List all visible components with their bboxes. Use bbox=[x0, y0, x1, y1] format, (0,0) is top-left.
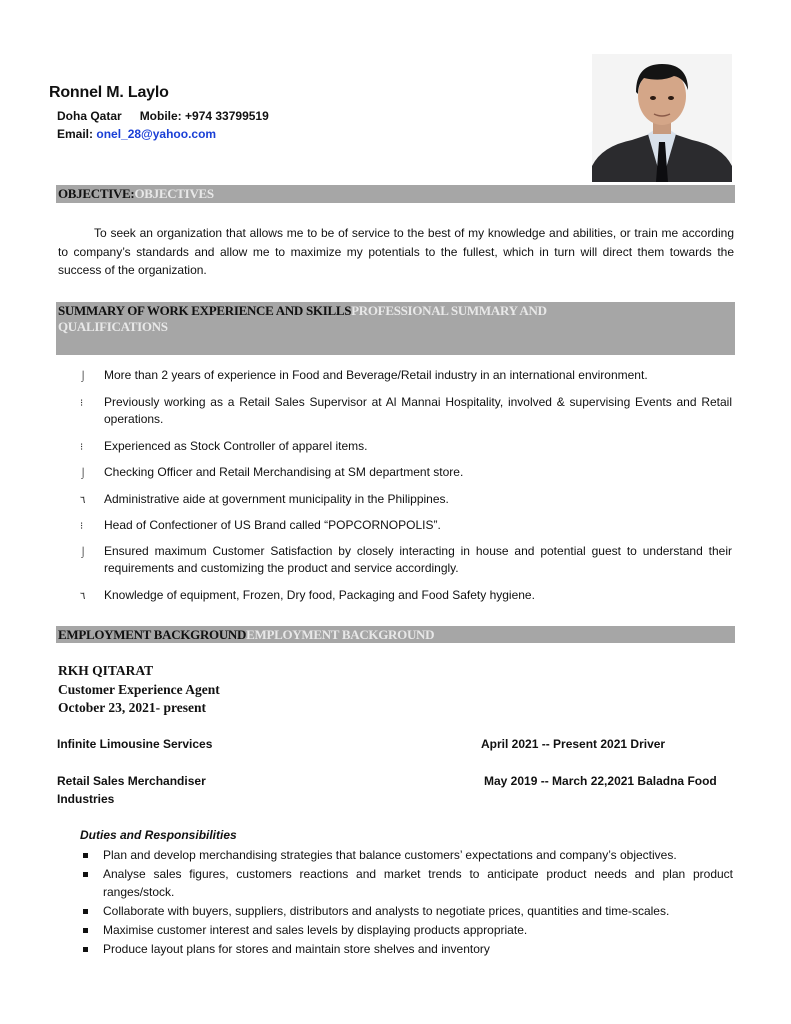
bullet-marker: ⌡ bbox=[80, 468, 87, 479]
bullet-marker: ⁝ bbox=[80, 442, 84, 453]
objective-heading: OBJECTIVE: bbox=[58, 186, 135, 201]
bullet-square bbox=[83, 853, 88, 858]
contact-line-email bbox=[57, 127, 216, 141]
job2-company: Infinite Limousine Services bbox=[57, 737, 213, 751]
candidate-name: Ronnel M. Laylo bbox=[49, 84, 169, 101]
summary-heading-bar bbox=[56, 302, 735, 355]
bullet-square bbox=[83, 909, 88, 914]
current-company: RKH QITARAT bbox=[58, 663, 154, 678]
current-title: Customer Experience Agent bbox=[58, 682, 220, 697]
job3-title-cont: Industries bbox=[57, 792, 115, 806]
location-text: Doha Qatar bbox=[57, 109, 122, 123]
bullet-square bbox=[83, 872, 88, 877]
bullet-marker: ⌡ bbox=[80, 547, 87, 558]
bullet-square bbox=[83, 947, 88, 952]
current-dates: October 23, 2021- present bbox=[58, 700, 206, 715]
objective-paragraph bbox=[58, 224, 734, 280]
employment-heading-ghost: EMPLOYMENT BACKGROUND bbox=[246, 627, 435, 642]
contact-line-location bbox=[57, 109, 269, 123]
mobile-text: Mobile: +974 33799519 bbox=[139, 109, 269, 123]
employment-heading: EMPLOYMENT BACKGROUND bbox=[58, 627, 247, 642]
duties-title: Duties and Responsibilities bbox=[80, 828, 237, 842]
bullet-marker: ⁝ bbox=[80, 521, 84, 532]
profile-photo-illustration bbox=[592, 54, 732, 182]
summary-heading: SUMMARY OF WORK EXPERIENCE AND SKILLS bbox=[58, 303, 352, 318]
bullet-marker: ⌡ bbox=[80, 371, 87, 382]
email-link[interactable]: onel_28@yahoo.com bbox=[96, 127, 217, 141]
bullet-square bbox=[83, 928, 88, 933]
objective-heading-bar bbox=[56, 185, 735, 203]
objective-heading-ghost: OBJECTIVES bbox=[134, 186, 214, 201]
job3-dates-company: May 2019 -- March 22,2021 Baladna Food bbox=[484, 774, 717, 788]
employment-heading-bar bbox=[56, 626, 735, 643]
job3-title: Retail Sales Merchandiser bbox=[57, 774, 206, 788]
job2-dates-role: April 2021 -- Present 2021 Driver bbox=[481, 737, 666, 751]
objective-text: To seek an organization that allows me to be of service to the best of my knowledge and abilities, or train me according to company’s standards and allow me to maximize my potentials to the fullest, which in turn will direct them towards the success of the organization. bbox=[58, 226, 734, 277]
profile-photo bbox=[592, 54, 732, 182]
bullet-marker: ⁝ bbox=[80, 398, 84, 409]
bullet-marker: ٦ bbox=[80, 591, 86, 602]
email-label: Email: bbox=[57, 127, 94, 141]
bullet-marker: ٦ bbox=[80, 495, 86, 506]
summary-heading-ghost: PROFESSIONAL SUMMARY AND QUALIFICATIONS bbox=[58, 303, 547, 334]
